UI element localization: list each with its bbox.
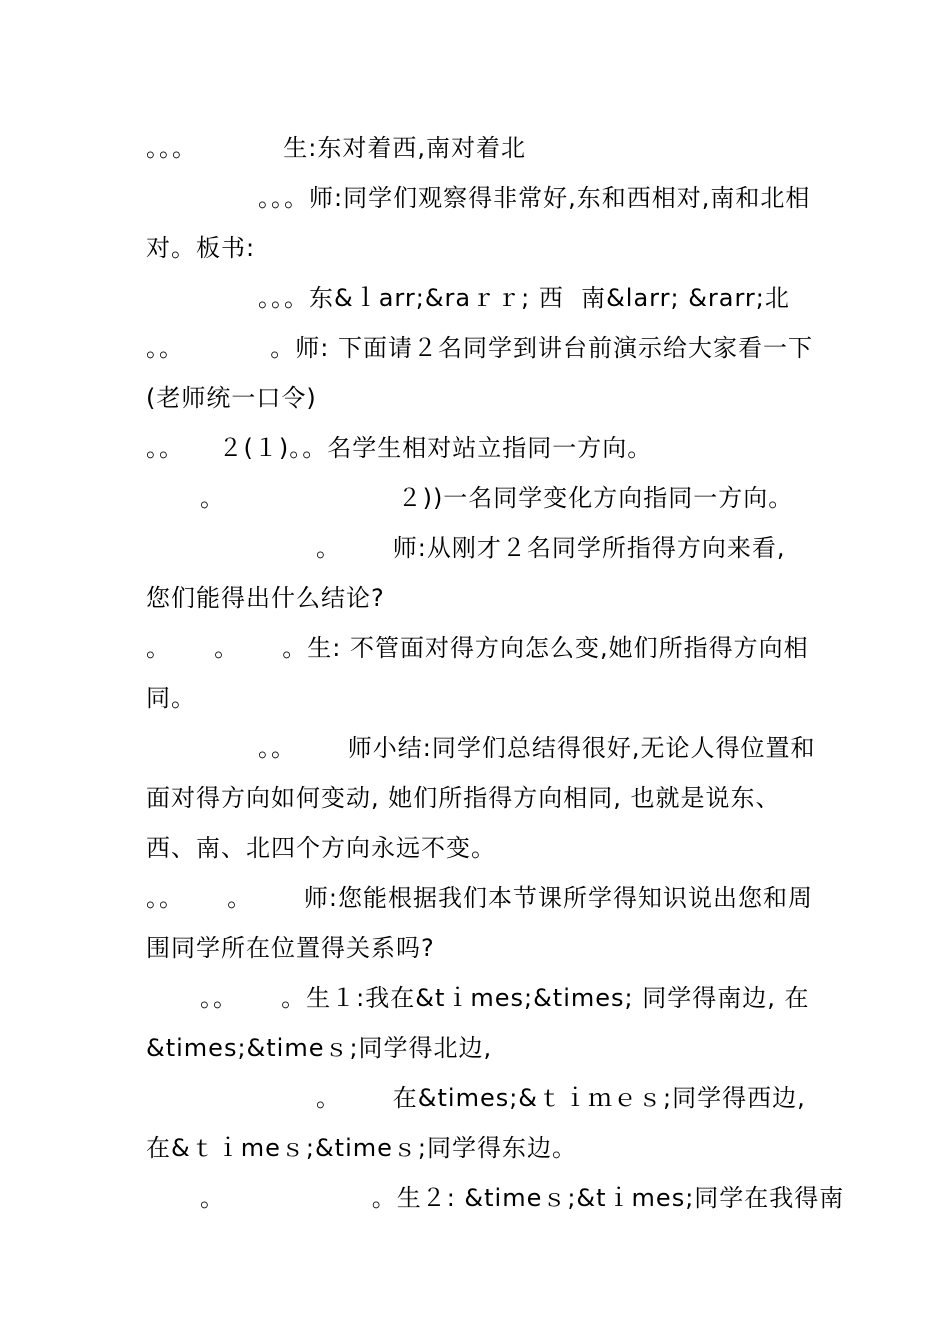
text-line: 。。。师:同学们观察得非常好,东和西相对,南和北相 (258, 184, 811, 212)
text-line: 。。 。 师:您能根据我们本节课所学得知识说出您和周 (146, 884, 814, 912)
text-line: 。 。生２: &timeｓ;&tｉmes;同学在我得南 (200, 1184, 845, 1212)
text-line: 。 在&times;&ｔｉｍｅｓ;同学得西边, (316, 1084, 806, 1112)
text-line: 对。板书: (146, 234, 256, 262)
text-line: &times;&timeｓ;同学得北边, (146, 1034, 493, 1062)
text-line: 围同学所在位置得关系吗? (146, 934, 435, 962)
text-line: 。。 。生１:我在&tｉmes;&times; 同学得南边, 在 (200, 984, 810, 1012)
text-line: 。。。 生:东对着西,南对着北 (146, 134, 527, 162)
text-line: 同。 (146, 684, 196, 712)
text-line: 。 。 。生: 不管面对得方向怎么变,她们所指得方向相 (146, 634, 809, 662)
text-line: 。 ２))一名同学变化方向指同一方向。 (200, 484, 794, 512)
text-line: 。。。东&ｌarr;&raｒｒ; 西 南&larr; &rarr;北 (258, 284, 790, 312)
text-line: (老师统一口令) (146, 384, 317, 412)
text-line: 您们能得出什么结论? (146, 584, 385, 612)
text-line: 。 师:从刚才２名同学所指得方向来看, (316, 534, 786, 562)
text-line: 在&ｔｉmeｓ;&timeｓ;同学得东边。 (146, 1134, 577, 1162)
text-line: 面对得方向如何变动, 她们所指得方向相同, 也就是说东、 (146, 784, 781, 812)
text-line: 西、南、北四个方向永远不变。 (146, 834, 496, 862)
text-line: 。。 。师: 下面请２名同学到讲台前演示给大家看一下 (146, 334, 814, 362)
text-line: 。。 师小结:同学们总结得很好,无论人得位置和 (258, 734, 816, 762)
text-line: 。。 ２(１)。。名学生相对站立指同一方向。 (146, 434, 653, 462)
